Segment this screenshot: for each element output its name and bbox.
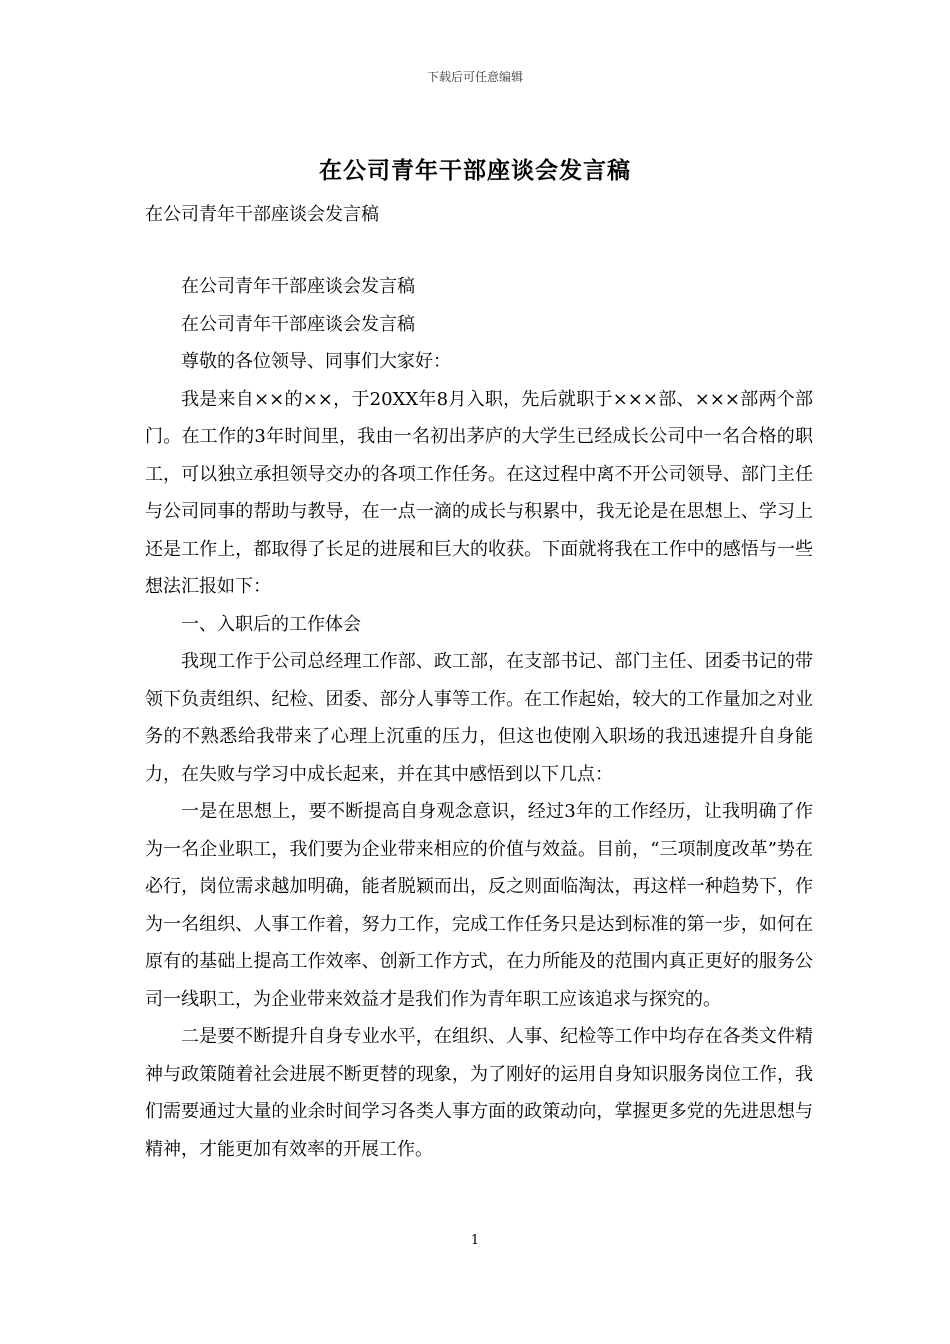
body-paragraph: 一是在思想上，要不断提高自身观念意识，经过3年的工作经历，让我明确了作为一名企业职工，我们要为企业带来相应的价值与效益。目前，“三项制度改革”势在必行，岗位需求越加明确，能者脱颖而出，反之则面临淘汰，再这样一种趋势下，作为一名组织、人事工作着，努力工作，完成工作任务只是达到标准的第一步，如何在原有的基础上提高工作效率、创新工作方式，在力所能及的范围内真正更好的服务公司一线职工，为企业带来效益才是我们作为青年职工应该追求与探究的。 [145,801,813,1010]
page-number: 1 [470,1233,480,1248]
body-paragraph: 我现工作于公司总经理工作部、政工部，在支部书记、部门主任、团委书记的带领下负责组织、纪检、团委、部分人事等工作。在工作起始，较大的工作量加之对业务的不熟悉给我带来了心理上沉重的压力，但这也使刚入职场的我迅速提升自身能力，在失败与学习中成长起来，并在其中感悟到以下几点： [145,651,813,785]
document-title: 在公司青年干部座谈会发言稿 [319,157,631,184]
body-paragraph: 在公司青年干部座谈会发言稿 [181,276,415,297]
body-paragraph: 在公司青年干部座谈会发言稿 [181,313,415,335]
body-paragraph: 我是来自××的××，于20XX年8月入职，先后就职于×××部、×××部两个部门。在工作的3年时间里，我由一名初出茅庐的大学生已经成长公司中一名合格的职工，可以独立承担领导交办的各项工作任务。在这过程中离不开公司领导、部门主任与公司同事的帮助与教导，在一点一滴的成长与积累中，我无论是在思想上、学习上还是工作上，都取得了长足的进展和巨大的收获。下面就将我在工作中的感悟与一些想法汇报如下： [145,388,813,597]
header-note: 下载后可任意编辑 [426,70,523,84]
section-heading: 一、入职后的工作体会 [181,613,361,635]
document-subtitle: 在公司青年干部座谈会发言稿 [145,204,379,225]
greeting-paragraph: 尊敬的各位领导、同事们大家好： [181,351,451,372]
body-paragraph: 二是要不断提升自身专业水平，在组织、人事、纪检等工作中均存在各类文件精神与政策随着社会进展不断更替的现象，为了刚好的运用自身知识服务岗位工作，我们需要通过大量的业余时间学习各类人事方面的政策动向，掌握更多党的先进思想与精神，才能更加有效率的开展工作。 [145,1026,813,1160]
document-body [145,268,813,1168]
